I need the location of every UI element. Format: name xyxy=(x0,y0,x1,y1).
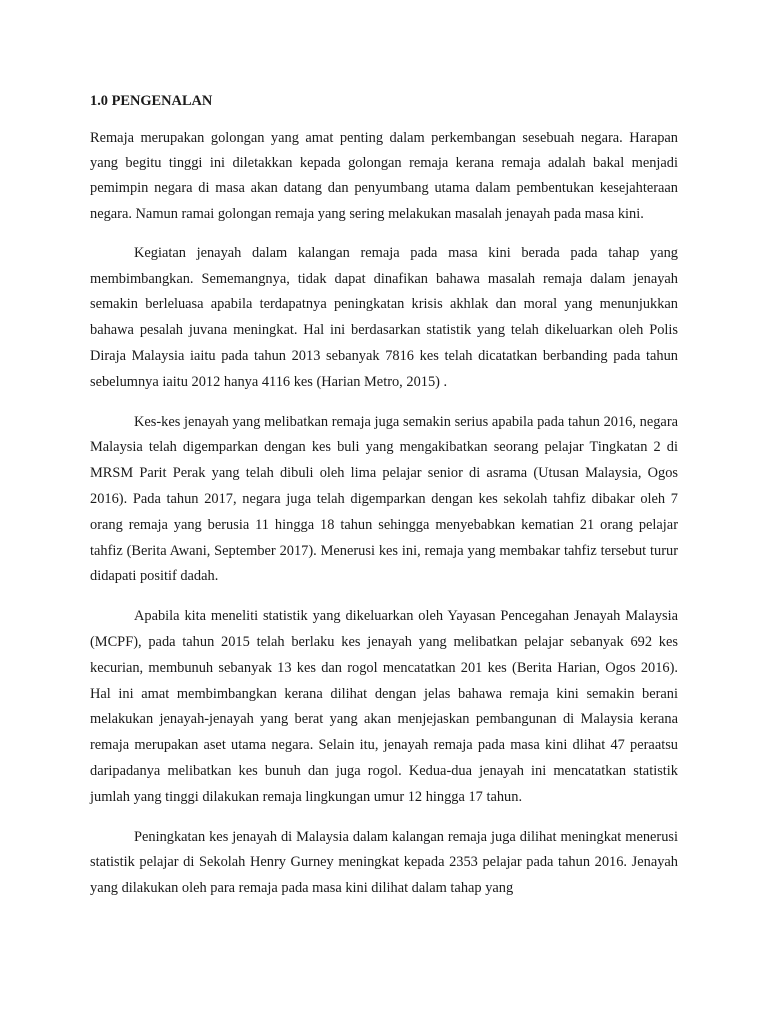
paragraph-2: Kegiatan jenayah dalam kalangan remaja pada masa kini berada pada tahap yang membimbangkan. Sememangnya, tidak dapat dinafikan bahawa masalah remaja dalam jenayah semakin berleluasa apabila terdapatnya peningkatan krisis akhlak dan moral yang menunjukkan bahawa pesalah juvana meningkat. Hal ini berdasarkan statistik yang telah dikeluarkan oleh Polis Diraja Malaysia iaitu pada tahun 2013 sebanyak 7816 kes telah dicatatkan berbanding pada tahun sebelumnya iaitu 2012 hanya 4116 kes (Harian Metro, 2015) . xyxy=(90,244,678,390)
section-heading: 1.0 PENGENALAN xyxy=(90,93,213,109)
paragraph-1: Remaja merupakan golongan yang amat penting dalam perkembangan sesebuah negara. Harapan yang begitu tinggi ini diletakkan kepada golongan remaja kerana remaja adalah bakal menjadi pemimpin negara di masa akan datang dan penyumbang utama dalam pembentukan kesejahteraan negara. Namun ramai golongan remaja yang sering melakukan masalah jenayah pada masa kini. xyxy=(90,130,678,222)
paragraph-3: Kes-kes jenayah yang melibatkan remaja juga semakin serius apabila pada tahun 2016, negara Malaysia telah digemparkan dengan kes buli yang mengakibatkan seorang pelajar Tingkatan 2 di MRSM Parit Perak yang telah dibuli oleh lima pelajar senior di asrama (Utusan Malaysia, Ogos 2016). Pada tahun 2017, negara juga telah digemparkan dengan kes sekolah tahfiz dibakar oleh 7 orang remaja yang berusia 11 hingga 18 tahun sehingga menyebabkan kematian 21 orang pelajar tahfiz (Berita Awani, September 2017). Menerusi kes ini, remaja yang membakar tahfiz tersebut turur didapati positif dadah. xyxy=(90,413,678,585)
document-page xyxy=(90,90,678,916)
paragraph-5: Peningkatan kes jenayah di Malaysia dalam kalangan remaja juga dilihat meningkat menerusi statistik pelajar di Sekolah Henry Gurney meningkat kepada 2353 pelajar pada tahun 2016. Jenayah yang dilakukan oleh para remaja pada masa kini dilihat dalam tahap yang xyxy=(90,828,678,897)
paragraph-4: Apabila kita meneliti statistik yang dikeluarkan oleh Yayasan Pencegahan Jenayah Malaysia (MCPF), pada tahun 2015 telah berlaku kes jenayah yang melibatkan pelajar sebanyak 692 kes kecurian, membunuh sebanyak 13 kes dan rogol mencatatkan 201 kes (Berita Harian, Ogos 2016). Hal ini amat membimbangkan kerana dilihat dengan jelas bahawa remaja kini semakin berani melakukan jenayah-jenayah yang berat yang akan menjejaskan pembangunan di Malaysia kerana remaja merupakan aset utama negara. Selain itu, jenayah remaja pada masa kini dlihat 47 peraatsu daripadanya melibatkan kes bunuh dan juga rogol. Kedua-dua jenayah ini mencatatkan statistik jumlah yang tinggi dilakukan remaja lingkungan umur 12 hingga 17 tahun. xyxy=(90,608,678,805)
